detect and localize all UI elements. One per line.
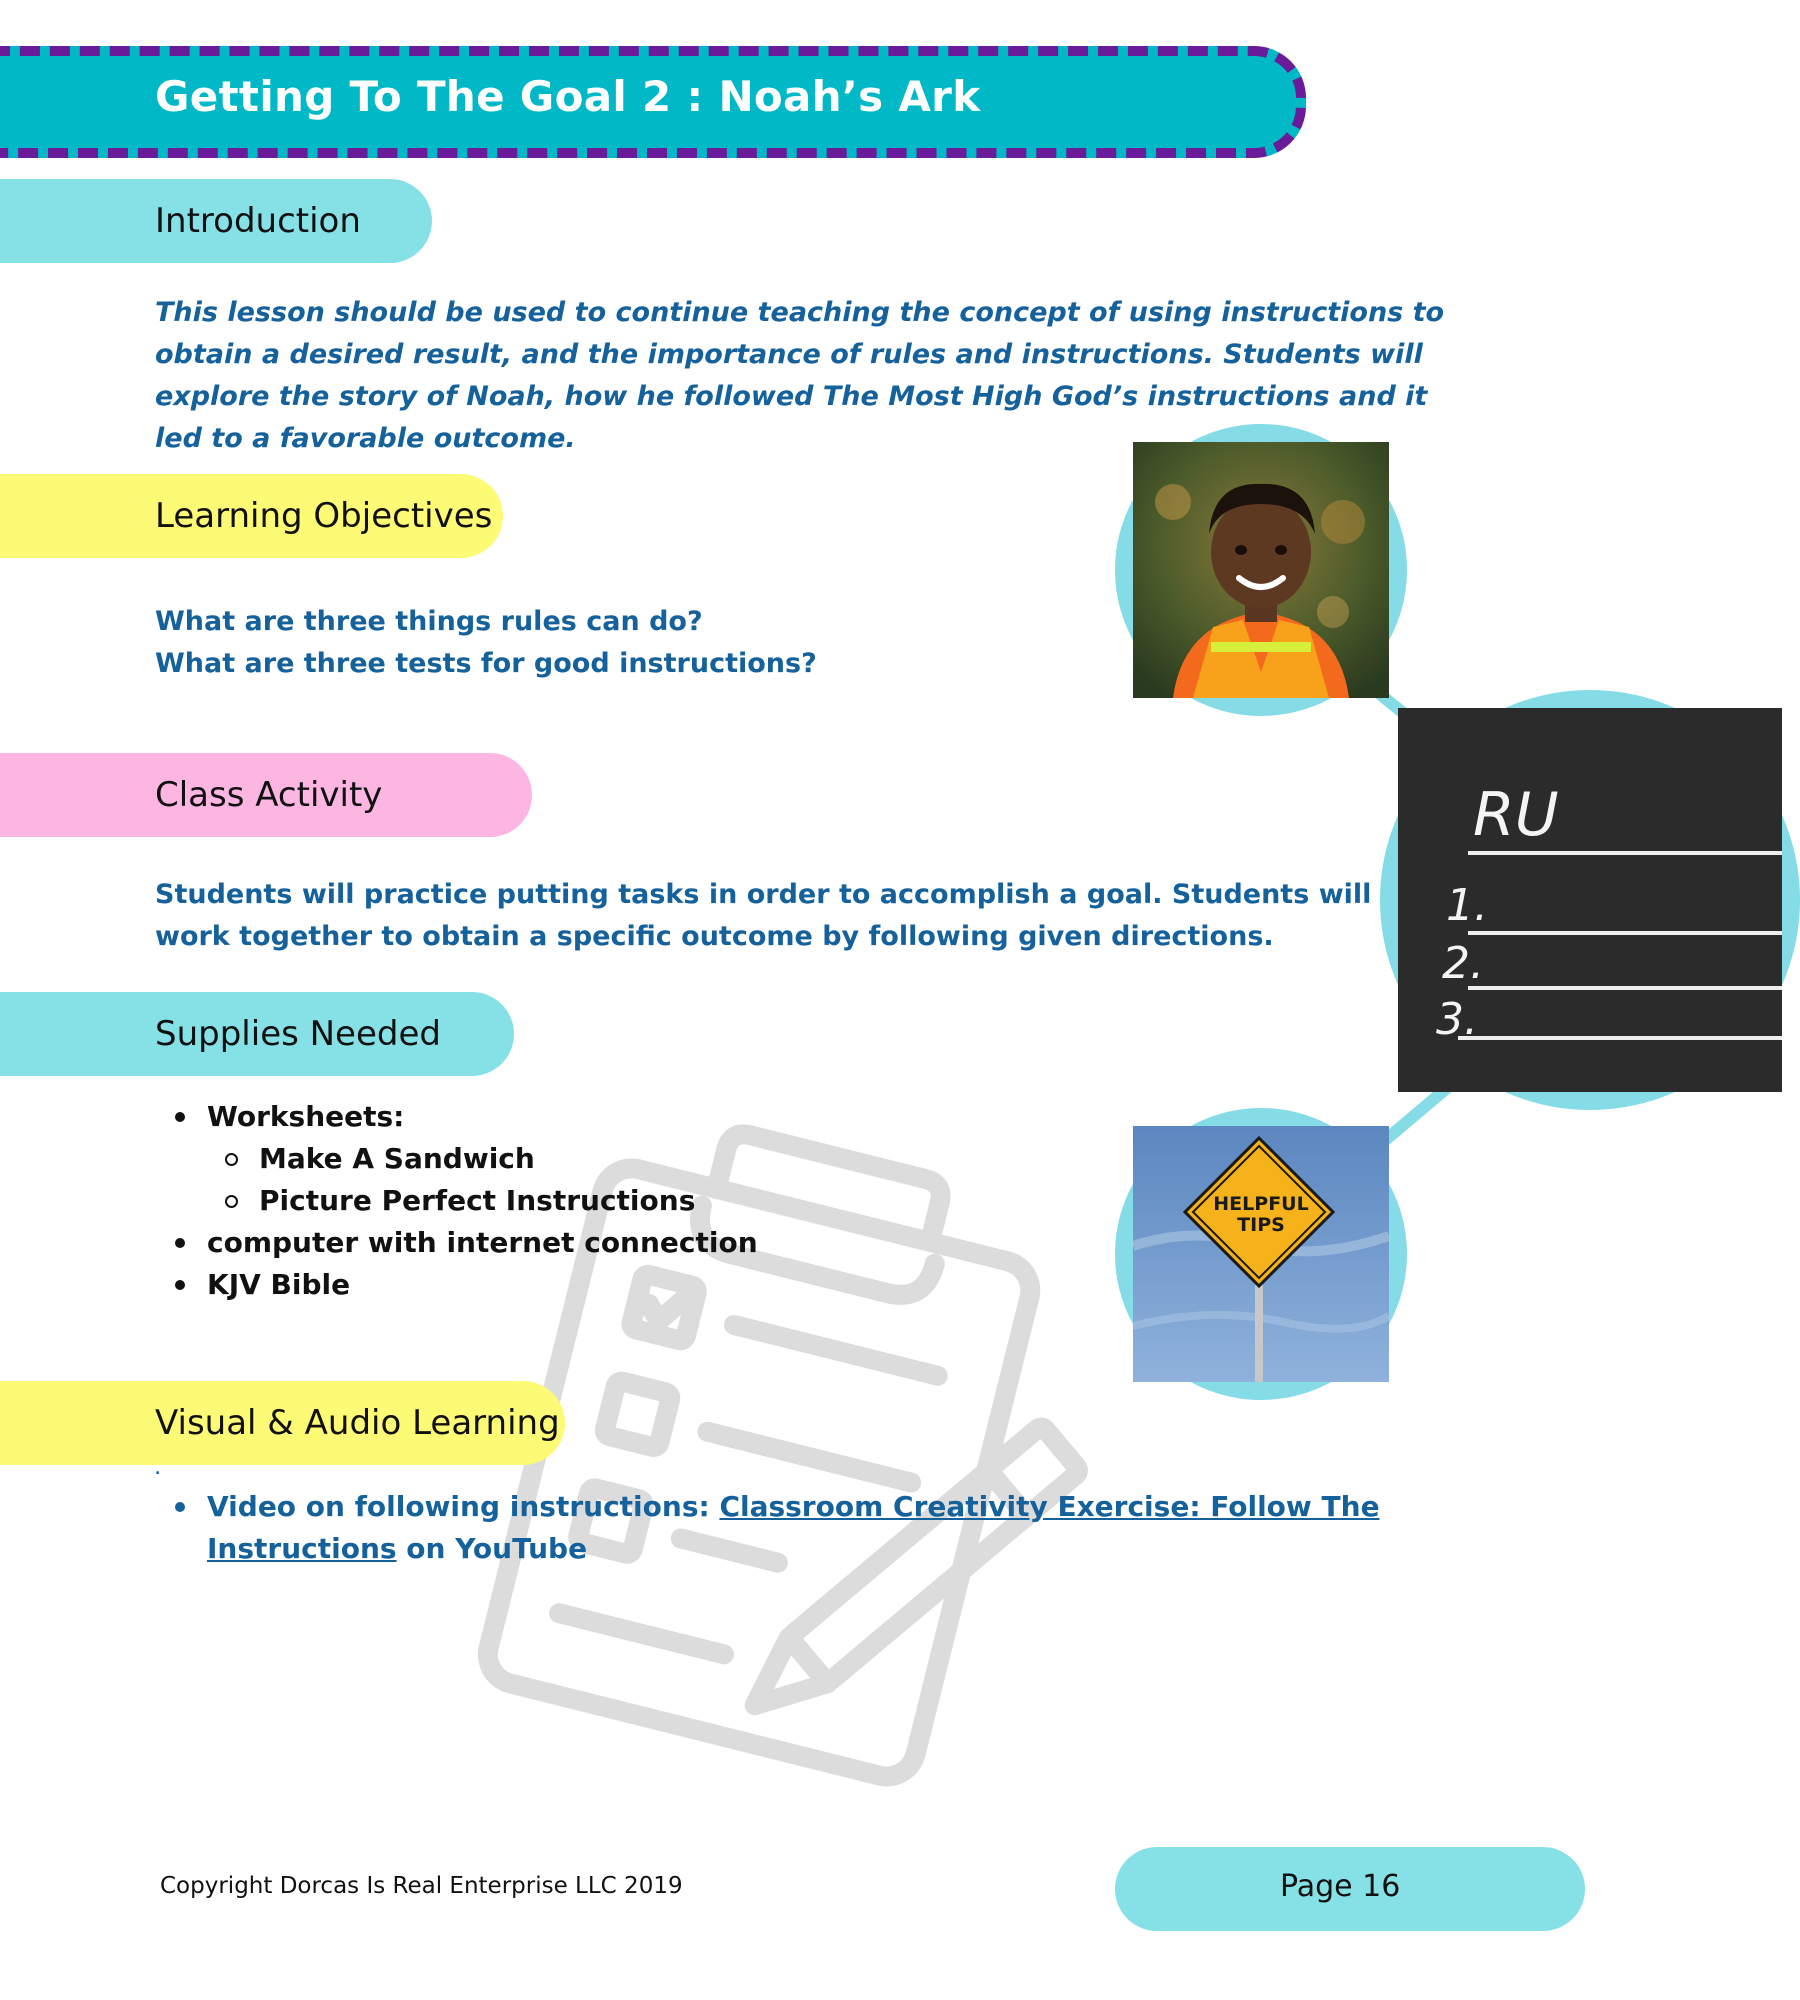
video-prefix: Video on following instructions: [207,1490,720,1523]
stray-period: . [155,1462,161,1478]
objective-line: What are three tests for good instructions? [155,648,817,679]
section-heading-supplies: Supplies Needed [0,992,514,1076]
introduction-line: led to a favorable outcome. [155,423,576,454]
chalk-item: 3. [1436,994,1478,1045]
helpful-tips-sign-icon [1133,1126,1389,1382]
sign-line: HELPFUL [1213,1193,1309,1215]
list-item: Make A Sandwich [155,1138,758,1180]
video-suffix: on YouTube [396,1532,588,1565]
helpful-tips-image [1115,1108,1407,1400]
list-item [155,1486,1380,1570]
child-illustration [1133,442,1389,698]
page-title: Getting To The Goal 2 : Noah’s Ark [155,72,981,121]
chalk-item: 1. [1446,880,1488,931]
list-item: Worksheets: [155,1096,758,1138]
objectives-text [155,601,817,685]
rules-chalkboard-image [1380,690,1800,1110]
copyright-text: Copyright Dorcas Is Real Enterprise LLC 2019 [160,1873,683,1899]
sign-line: TIPS [1237,1214,1285,1236]
list-item: computer with internet connection [155,1222,758,1264]
introduction-line: obtain a desired result, and the importance of rules and instructions. Students will [155,339,1423,370]
activity-line: Students will practice putting tasks in order to accomplish a goal. Students will [155,879,1372,910]
list-item: Picture Perfect Instructions [155,1180,758,1222]
chalkboard-title: RU [1473,780,1559,850]
activity-line: work together to obtain a specific outcome by following given directions. [155,921,1274,952]
section-heading-visual: Visual & Audio Learning [0,1381,565,1465]
chalk-item: 2. [1442,938,1484,989]
section-heading-introduction: Introduction [0,179,432,263]
sign-text [1133,1194,1389,1236]
introduction-line: This lesson should be used to continue teaching the concept of using instructions to [155,297,1445,328]
page-number: Page 16 [1280,1869,1401,1904]
objective-line: What are three things rules can do? [155,606,703,637]
section-heading-activity: Class Activity [0,753,532,837]
section-heading-objectives: Learning Objectives [0,474,503,558]
list-item: KJV Bible [155,1264,758,1306]
supplies-list [155,1096,758,1306]
visual-list [155,1486,1380,1570]
video-link[interactable]: Classroom Creativity Exercise: Follow The [719,1490,1380,1523]
introduction-line: explore the story of Noah, how he followed The Most High God’s instructions and it [155,381,1428,412]
activity-text [155,874,1371,958]
child-photo [1115,424,1407,716]
video-link-continued[interactable]: Instructions [207,1532,397,1565]
